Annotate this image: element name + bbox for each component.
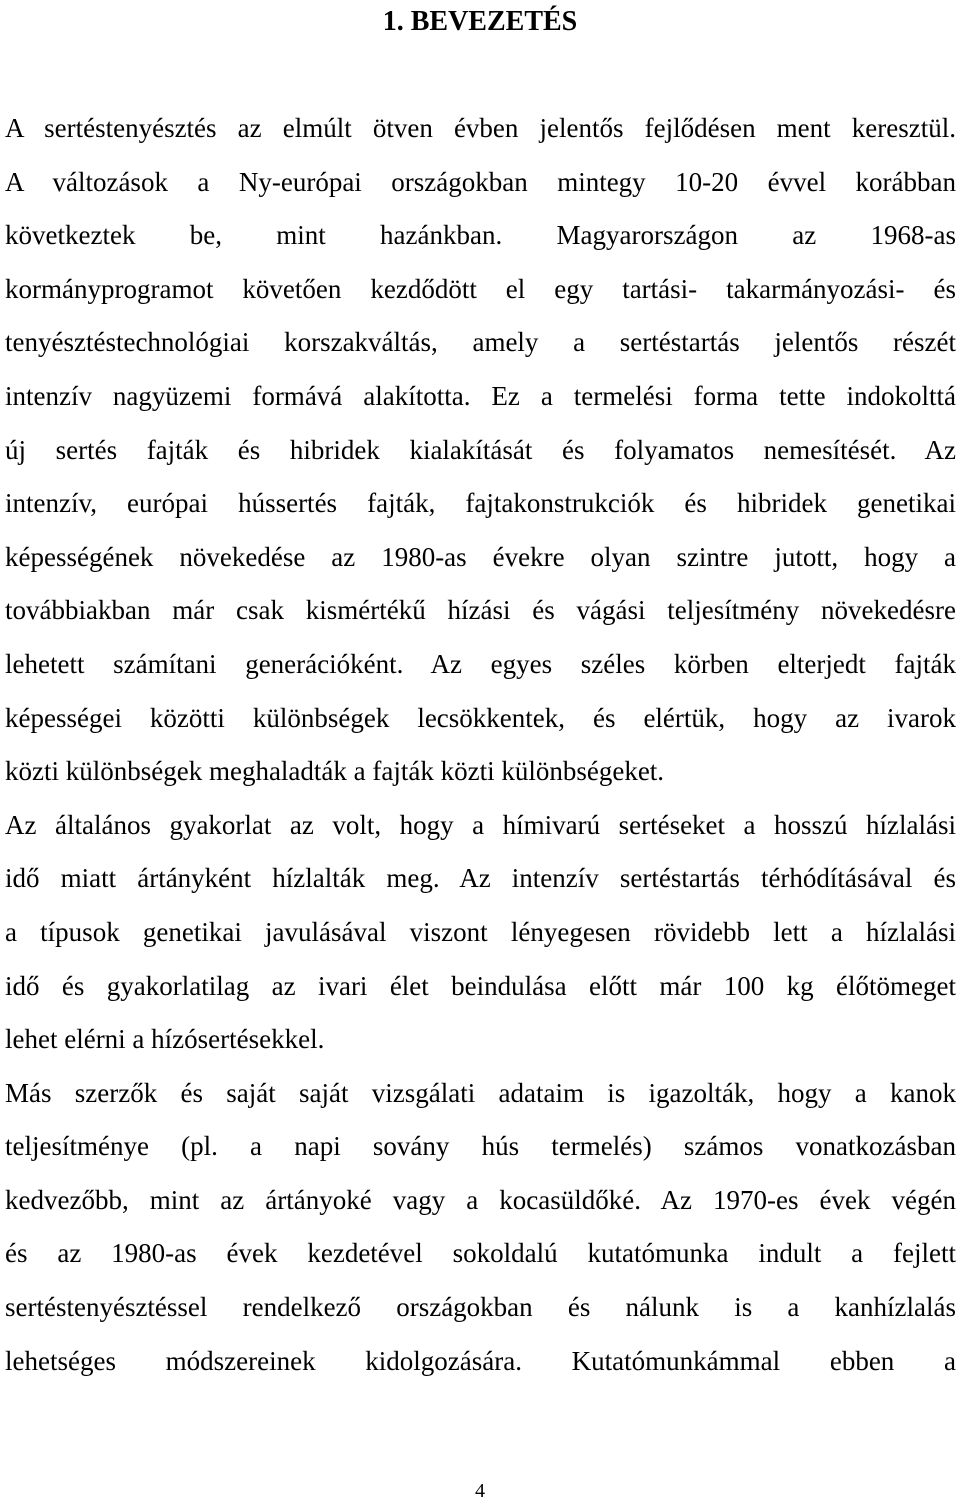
text-line: A sertéstenyésztés az elmúlt ötven évben jelentős fejlődésen ment keresztül. (5, 113, 956, 143)
text-line: új sertés fajták és hibridek kialakítását és folyamatos nemesítését. Az (5, 434, 956, 465)
page-number: 4 (475, 1480, 485, 1502)
text-line: közti különbségek meghaladták a fajták közti különbségeket. (5, 756, 665, 787)
text-line: képességei közötti különbségek lecsökkentek, és elértük, hogy az ivarok (5, 702, 956, 733)
text-line: intenzív, európai hússertés fajták, fajtakonstrukciók és hibridek genetikai (5, 488, 956, 519)
text-line: lehet elérni a hízósertésekkel. (5, 1024, 325, 1055)
text-line: következtek be, mint hazánkban. Magyarországon az 1968-as (5, 220, 956, 251)
paragraph-3 (5, 1067, 956, 1389)
text-line: intenzív nagyüzemi formává alakította. Ez a termelési forma tette indokolttá (5, 380, 956, 411)
text-line: tenyésztéstechnológiai korszakváltás, amely a sertéstartás jelentős részét (5, 327, 956, 358)
text-line: lehetett számítani generációként. Az egyes széles körben elterjedt fajták (5, 648, 956, 679)
text-line: képességének növekedése az 1980-as évekre olyan szintre jutott, hogy a (5, 541, 956, 572)
text-line: Más szerzők és saját saját vizsgálati adataim is igazolták, hogy a kanok (5, 1077, 956, 1108)
text-line: kormányprogramot követően kezdődött el egy tartási- takarmányozási- és (5, 273, 956, 304)
paragraph-1 (5, 102, 956, 799)
text-line: teljesítménye (pl. a napi sovány hús termelés) számos vonatkozásban (5, 1131, 956, 1162)
text-line: sertéstenyésztéssel rendelkező országokban és nálunk is a kanhízlalás (5, 1292, 956, 1323)
paragraph-2 (5, 799, 956, 1067)
page-title: 1. BEVEZETÉS (382, 6, 578, 37)
body-text (5, 102, 956, 1388)
text-line: és az 1980-as évek kezdetével sokoldalú kutatómunka indult a fejlett (5, 1238, 956, 1269)
text-line: a típusok genetikai javulásával viszont lényegesen rövidebb lett a hízlalási (5, 916, 956, 947)
text-line: idő és gyakorlatilag az ivari élet beindulása előtt már 100 kg élőtömeget (5, 970, 956, 1001)
text-line: továbbiakban már csak kismértékű hízási és vágási teljesítmény növekedésre (5, 595, 956, 626)
text-line: A változások a Ny-európai országokban mintegy 10-20 évvel korábban (5, 166, 956, 197)
text-line: lehetséges módszereinek kidolgozására. Kutatómunkámmal ebben a (5, 1345, 956, 1376)
text-line: kedvezőbb, mint az ártányoké vagy a kocasüldőké. Az 1970-es évek végén (5, 1184, 956, 1215)
text-line: idő miatt ártányként hízlalták meg. Az intenzív sertéstartás térhódításával és (5, 863, 956, 894)
text-line: Az általános gyakorlat az volt, hogy a hímivarú sertéseket a hosszú hízlalási (5, 809, 956, 840)
